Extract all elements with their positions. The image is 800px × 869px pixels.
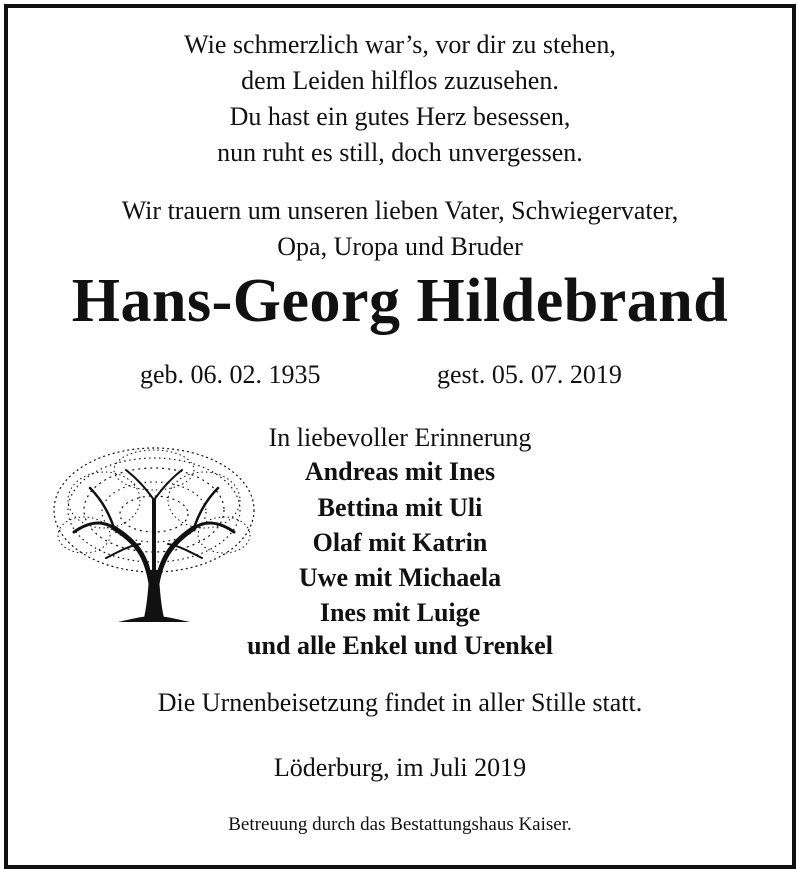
mourner-name: Andreas mit Ines	[304, 457, 496, 486]
poem-line-1: Wie schmerzlich war’s, vor dir zu stehen,	[184, 30, 616, 59]
place-date: Löderburg, im Juli 2019	[273, 753, 527, 782]
poem-line-4: nun ruht es still, doch unvergessen.	[217, 138, 583, 167]
memory-heading: In liebevoller Erinnerung	[268, 423, 532, 452]
undertaker-note: Betreuung durch das Bestattungshaus Kaiser.	[228, 814, 572, 835]
birth-date: geb. 06. 02. 1935	[140, 360, 321, 389]
deceased-name: Hans-Georg Hildebrand	[71, 267, 729, 335]
death-date: gest. 05. 07. 2019	[437, 360, 622, 389]
poem-line-3: Du hast ein gutes Herz besessen,	[229, 102, 571, 131]
poem-line-2: dem Leiden hilflos zuzusehen.	[241, 66, 559, 95]
mourner-name: und alle Enkel und Urenkel	[247, 631, 553, 660]
mourner-name: Ines mit Luige	[319, 598, 481, 627]
burial-notice: Die Urnenbeisetzung findet in aller Stille statt.	[157, 688, 643, 717]
mourner-name: Olaf mit Katrin	[312, 528, 488, 557]
intro-line-2: Opa, Uropa und Bruder	[277, 232, 523, 261]
intro-line-1: Wir trauern um unseren lieben Vater, Schwiegervater,	[121, 196, 679, 225]
mourner-name: Uwe mit Michaela	[298, 563, 502, 592]
mourner-name: Bettina mit Uli	[317, 493, 483, 522]
